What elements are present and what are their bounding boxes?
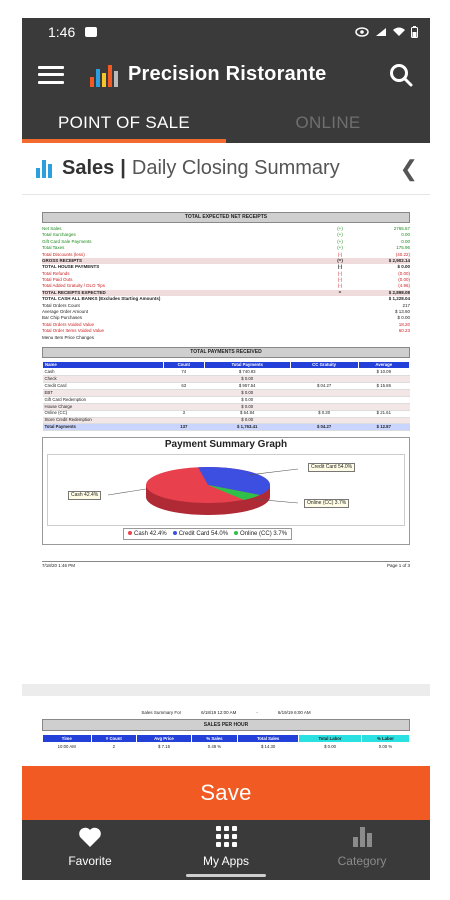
row-sign: (-) (337, 251, 343, 257)
table-cell: $ 0.00 (204, 376, 290, 383)
report-rows (42, 226, 410, 341)
table-cell: Credit Card (43, 383, 164, 390)
wifi-icon (393, 27, 405, 37)
table-cell: Check (43, 376, 164, 383)
table-cell: Gift Card Redemption (43, 396, 164, 403)
row-label: TOTAL CASH ALL BANKS (Excludes Starting Amounts) (42, 296, 161, 302)
table-cell (163, 376, 204, 383)
row-value: $ 0.00 (397, 315, 410, 321)
search-icon[interactable] (388, 62, 414, 88)
row-value: 175.96 (396, 245, 410, 251)
row-sign: (-) (337, 283, 343, 289)
table-row (43, 369, 410, 376)
row-value: $ 1,228.04 (388, 296, 410, 302)
table-cell: Online (CC) (43, 410, 164, 417)
table-cell: 3 (163, 410, 204, 417)
row-label: Total Discounts (less) (42, 251, 85, 257)
report-row (42, 252, 410, 258)
status-bar (22, 18, 430, 46)
row-value: 2765.67 (393, 225, 410, 231)
table-cell: Cash (43, 369, 164, 376)
status-time: 1:46 (48, 24, 76, 40)
row-label: TOTAL HOUSE PAYMENTS (42, 264, 100, 270)
row-label: Average Order Amount (42, 309, 88, 315)
table-cell: $ 0.00 (204, 403, 290, 410)
range-dash: - (256, 710, 258, 715)
app-title: Precision Ristorante (128, 63, 327, 85)
row-label: Total Added Gratuity / DLO Tips (42, 283, 106, 289)
graph-plot-area (47, 454, 405, 526)
row-sign: (+) (337, 232, 343, 238)
report-row (42, 335, 410, 341)
table-cell (358, 390, 409, 397)
report-footer (42, 561, 410, 569)
tab-point-of-sale[interactable]: POINT OF SALE (22, 103, 226, 143)
nav-category-label: Category (337, 853, 387, 868)
table-cell (358, 396, 409, 403)
report-section-title: TOTAL EXPECTED NET RECEIPTS (42, 212, 410, 223)
row-label: Total Orders Count (42, 302, 80, 308)
graph-legend (123, 528, 292, 540)
report-row (42, 264, 410, 270)
callout-online: Online (CC) 3.7% (304, 499, 349, 508)
report-row (42, 239, 410, 245)
row-label: Gift Card Sale Payments (42, 238, 92, 244)
table-cell: $ 12.87 (358, 424, 409, 431)
row-sign: (=) (337, 257, 343, 263)
nav-category[interactable] (294, 820, 430, 872)
payment-summary-graph (42, 437, 410, 545)
table-cell: $ 14.30 (260, 744, 276, 749)
payments-column-header: Average (358, 362, 409, 369)
legend-item-online: Online (CC) 3.7% (234, 531, 287, 537)
bar-chart-icon (36, 160, 52, 178)
table-cell (290, 390, 358, 397)
table-cell (290, 369, 358, 376)
table-cell: $ 0.00 (204, 396, 290, 403)
row-label: Net Sales (42, 225, 62, 231)
table-cell: $ 15.86 (358, 383, 409, 390)
table-row (43, 376, 410, 383)
payments-section-title: TOTAL PAYMENTS RECEIVED (42, 347, 410, 358)
hour-column-header: Total Sales (238, 735, 299, 743)
report-page-2 (42, 710, 410, 750)
table-cell: $ 64.84 (204, 410, 290, 417)
table-cell: $ 957.54 (204, 383, 290, 390)
row-sign: (+) (337, 225, 343, 231)
heart-icon (78, 826, 102, 848)
table-cell: 63 (163, 383, 204, 390)
row-sign: (-) (337, 277, 343, 283)
tab-bar (22, 103, 430, 143)
bottom-navigation (22, 820, 430, 872)
table-cell: $ 04.27 (290, 383, 358, 390)
table-cell (290, 376, 358, 383)
row-value: 0.00 (401, 238, 410, 244)
signal-icon (375, 27, 387, 37)
row-value: 18.20 (398, 321, 410, 327)
table-cell: $ 1,763.41 (204, 424, 290, 431)
table-row (43, 403, 410, 410)
hour-column-header: % Labor (361, 735, 409, 743)
table-row (43, 417, 410, 424)
page-header (22, 143, 430, 195)
table-cell: $ 10.09 (358, 369, 409, 376)
table-cell (290, 403, 358, 410)
row-label: Total Paid Outs (42, 277, 73, 283)
graph-title: Payment Summary Graph (164, 439, 288, 451)
table-cell: $ 0.00 (324, 744, 337, 749)
row-sign: (+) (337, 238, 343, 244)
table-cell: 0.00 % (378, 744, 393, 749)
table-cell: House Charge (43, 403, 164, 410)
row-value: $ 2,898.08 (388, 289, 410, 295)
range-start: 6/18/19 12:00 AM (201, 710, 237, 715)
hour-column-header: # Count (91, 735, 137, 743)
table-cell (290, 417, 358, 424)
table-cell (358, 403, 409, 410)
table-cell (163, 403, 204, 410)
table-cell: 137 (163, 424, 204, 431)
payments-column-header: Count (163, 362, 204, 369)
row-value: $ 2,902.14 (388, 257, 410, 263)
table-cell: 10:00 AM (57, 744, 76, 749)
row-sign: (+) (337, 245, 343, 251)
table-cell: Store Credit Redemption (43, 417, 164, 424)
table-row (43, 396, 410, 403)
report-row (42, 245, 410, 251)
row-label: Total Order Items Voided Value (42, 328, 104, 334)
title-separator: | (120, 157, 126, 179)
table-cell: $ 0.00 (204, 390, 290, 397)
table-cell: EBT (43, 390, 164, 397)
hour-column-header: Total Labor (299, 735, 362, 743)
row-value: 217 (402, 302, 410, 308)
report-document (42, 212, 410, 569)
table-row (43, 390, 410, 397)
table-cell (358, 376, 409, 383)
page-title: Sales (62, 157, 115, 179)
row-label: Total Surcharges (42, 232, 76, 238)
table-cell: Total Payments (43, 424, 164, 431)
payments-total-row (43, 424, 410, 431)
table-cell (290, 396, 358, 403)
report-row (42, 232, 410, 238)
gesture-bar (22, 872, 430, 880)
report-row (42, 226, 410, 232)
table-cell (163, 396, 204, 403)
image-notification-icon (85, 27, 97, 37)
row-sign: (-) (337, 264, 343, 270)
payments-column-header: Total Payments (204, 362, 290, 369)
table-cell: 74 (163, 369, 204, 376)
hour-column-header: Avg Price (137, 735, 192, 743)
battery-icon (411, 26, 418, 38)
table-cell: $ 740.93 (204, 369, 290, 376)
nav-my-apps[interactable] (158, 820, 294, 872)
row-label: Total Taxes (42, 245, 65, 251)
sales-per-hour-table (42, 734, 410, 750)
app-bar (22, 46, 430, 103)
row-sign: (-) (337, 270, 343, 276)
row-value: $ 13.60 (394, 309, 410, 315)
table-cell: $ 04.27 (290, 424, 358, 431)
range-end: 6/19/19 6:00 AM (277, 710, 311, 715)
chevron-left-icon[interactable]: ❮ (399, 155, 418, 181)
payments-table (42, 361, 410, 431)
row-value: (4.96) (398, 283, 410, 289)
table-row (43, 410, 410, 417)
tab-online[interactable]: ONLINE (295, 113, 361, 132)
row-label: Total Refunds (42, 270, 70, 276)
table-cell (358, 417, 409, 424)
table-cell: 2 (112, 744, 116, 749)
table-cell (163, 417, 204, 424)
row-sign: = (338, 289, 342, 295)
home-indicator[interactable] (186, 874, 266, 877)
table-cell: $ 0.00 (204, 417, 290, 424)
callout-credit-card: Credit Card 54.0% (308, 463, 355, 472)
callout-cash: Cash 42.4% (68, 491, 101, 500)
row-label: TOTAL RECEIPTS EXPECTED (42, 289, 106, 295)
table-cell (163, 390, 204, 397)
table-row (43, 383, 410, 390)
row-value: 0.00 (401, 232, 410, 238)
row-value: (0.00) (398, 270, 410, 276)
nav-my-apps-label: My Apps (202, 853, 250, 868)
table-cell: 0.48 % (207, 744, 222, 749)
row-label: GROSS RECEIPTS (42, 257, 83, 263)
table-row (43, 743, 410, 751)
payments-column-header: Name (43, 362, 164, 369)
category-chart-icon (353, 827, 372, 847)
nav-favorite-label: Favorite (68, 853, 112, 868)
nav-favorite[interactable] (22, 820, 158, 872)
print-timestamp: 7/18/20 1:46 PM (42, 563, 76, 569)
row-value: 60.23 (398, 328, 410, 334)
menu-icon[interactable] (38, 66, 64, 84)
hour-column-header: Time (43, 735, 92, 743)
row-value: $ 0.00 (397, 264, 410, 270)
report-row (42, 271, 410, 277)
row-label: Total Orders Voided Value (42, 321, 94, 327)
summary-label: Sales Summary For (141, 710, 182, 715)
page-divider (22, 684, 430, 696)
row-label: Menu Item Price Changes (42, 334, 95, 340)
report-row (42, 284, 410, 290)
page-subtitle: Daily Closing Summary (131, 157, 340, 179)
row-value: (40.22) (395, 251, 410, 257)
save-button[interactable]: Save (22, 766, 430, 820)
row-value: (0.00) (398, 277, 410, 283)
sales-summary-range (42, 710, 410, 715)
sales-per-hour-title: SALES PER HOUR (42, 719, 410, 731)
apps-grid-icon (216, 826, 237, 847)
legend-item-credit-card: Credit Card 54.0% (173, 531, 228, 537)
table-cell: $ 7.15 (158, 744, 170, 749)
legend-item-cash: Cash 42.4% (128, 531, 167, 537)
row-label: Bar Chip Purchases (42, 315, 83, 321)
app-logo-icon (90, 63, 118, 87)
hour-column-header: % Sales (191, 735, 237, 743)
eye-icon (355, 27, 369, 37)
page-number: Page 1 of 3 (386, 563, 410, 569)
table-cell: $ 0.30 (290, 410, 358, 417)
table-cell: $ 21.61 (358, 410, 409, 417)
payments-column-header: CC Gratuity (290, 362, 358, 369)
